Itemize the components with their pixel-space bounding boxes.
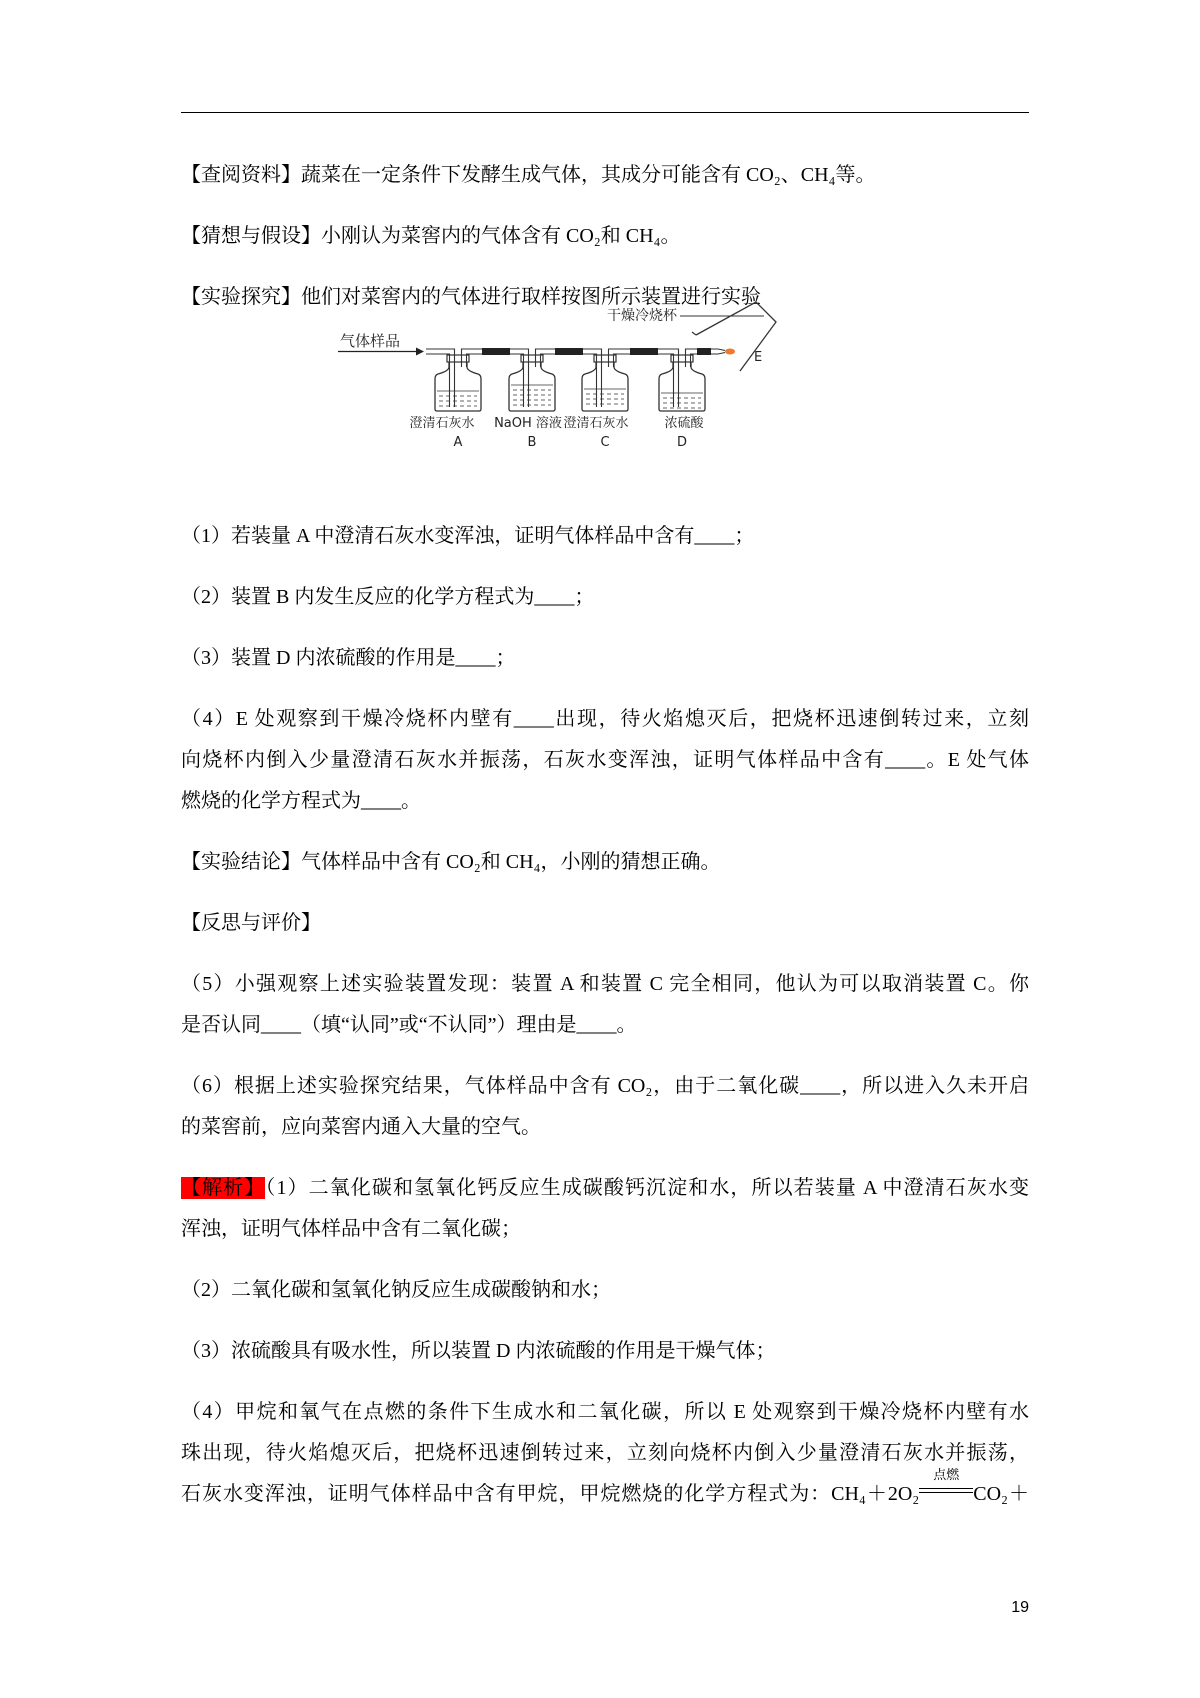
- rubber-connector: [697, 348, 711, 355]
- hypothesis-paragraph: [181, 216, 1029, 257]
- bottle-d: [659, 355, 705, 411]
- reference-paragraph: [181, 155, 1029, 196]
- analysis-equation-line: [181, 1466, 1029, 1515]
- analysis-line: 浑浊，证明气体样品中含有二氧化碳；: [181, 1217, 521, 1240]
- page-number: 19: [1011, 1599, 1029, 1616]
- rubber-connector: [555, 348, 583, 355]
- question-line: 是否认同____（填“认同”或“不认同”）理由是____。: [181, 1013, 637, 1036]
- experiment-text: 【实验探究】他们对菜窖内的气体进行取样按图所示装置进行实验: [181, 286, 761, 308]
- rubber-connector: [482, 348, 510, 355]
- question-5: [181, 964, 1029, 1046]
- question-line: （5）小强观察上述实验装置发现：装置 A 和装置 C 完全相同，他认为可以取消装置 C。你: [181, 972, 1029, 995]
- inlet-arrowhead: [416, 347, 424, 355]
- liquid-naoh: [511, 385, 553, 405]
- question-2: [181, 577, 1029, 618]
- analysis-line: （4）甲烷和氧气在点燃的条件下生成水和二氧化碳，所以 E 处观察到干燥冷烧杯内壁有水: [181, 1400, 1029, 1423]
- liquid-lime-water: [584, 389, 626, 404]
- gas-sample-label: 气体样品: [340, 331, 401, 350]
- bottle-c-letter: C: [600, 434, 610, 450]
- bottle-d-letter: D: [676, 434, 688, 450]
- bottle-outline: [509, 362, 555, 411]
- stopper: [447, 355, 469, 362]
- stopper: [671, 355, 693, 362]
- liquid-sulfuric-acid: [661, 393, 703, 408]
- stopper: [521, 355, 543, 362]
- bottle-outline: [659, 362, 705, 411]
- apparatus-diagram: [330, 299, 840, 496]
- liquid-lime-water: [437, 391, 479, 406]
- analysis-2: [181, 1270, 1029, 1311]
- analysis-line: （3）浓硫酸具有吸水性，所以装置 D 内浓硫酸的作用是干燥气体；: [181, 1339, 776, 1362]
- flame-icon: [725, 348, 735, 354]
- beaker-letter: E: [754, 349, 763, 365]
- question-text: （3）装置 D 内浓硫酸的作用是____；: [181, 646, 516, 669]
- bottle-b: [509, 355, 555, 411]
- header-rule: [181, 112, 1029, 113]
- question-text: （2）装置 B 内发生反应的化学方程式为____；: [181, 585, 595, 608]
- analysis-1: [181, 1168, 1029, 1250]
- stopper: [594, 355, 616, 362]
- reaction-condition: 点燃: [933, 1466, 960, 1482]
- equation-lead: 石灰水变浑浊，证明气体样品中含有甲烷，甲烷燃烧的化学方程式为：CH₄＋2O₂: [181, 1482, 920, 1505]
- conclusion-paragraph: [181, 842, 1029, 883]
- tube-c-to-d: [609, 349, 679, 407]
- question-3: [181, 638, 1029, 679]
- experiment-paragraph: [181, 277, 1029, 318]
- beaker-label: 干燥冷烧杯: [607, 307, 677, 324]
- analysis-3: [181, 1331, 1029, 1372]
- conclusion-text: 【实验结论】气体样品中含有 CO₂和 CH₄，小刚的猜想正确。: [181, 850, 721, 873]
- question-6: [181, 1066, 1029, 1148]
- bottle-c: [582, 355, 628, 411]
- apparatus-figure: [330, 299, 840, 496]
- tube-b-to-c: [536, 349, 602, 407]
- tube-a-to-b: [467, 354, 524, 407]
- analysis-line: （2）二氧化碳和氢氧化钠反应生成碳酸钠和水；: [181, 1278, 611, 1301]
- tube-a-to-b: [462, 349, 529, 407]
- bottle-c-reagent: 澄清石灰水: [563, 415, 629, 431]
- bottle-a-reagent: 澄清石灰水: [409, 415, 475, 431]
- question-text: （1）若装量 A 中澄清石灰水变浑浊，证明气体样品中含有____；: [181, 524, 755, 547]
- bottle-b-reagent: NaOH 溶液: [494, 415, 562, 431]
- bottle-outline: [435, 362, 481, 411]
- question-line: 的菜窖前，应向菜窖内通入大量的空气。: [181, 1115, 541, 1138]
- question-4: [181, 699, 1029, 822]
- bottle-b-letter: B: [527, 434, 537, 450]
- equation-tail: CO₂＋: [973, 1482, 1029, 1505]
- question-line: （4）E 处观察到干燥冷烧杯内壁有____出现，待火焰熄灭后，把烧杯迅速倒转过来，立刻: [181, 707, 1029, 730]
- bottle-a-letter: A: [453, 434, 463, 450]
- analysis-line: 珠出现，待火焰熄灭后，把烧杯迅速倒转过来，立刻向烧杯内倒入少量澄清石灰水并振荡，: [181, 1441, 1029, 1464]
- question-line: 燃烧的化学方程式为____。: [181, 789, 421, 812]
- analysis-4: [181, 1392, 1029, 1515]
- analysis-label: 【解析】: [181, 1176, 266, 1199]
- question-line: 向烧杯内倒入少量澄清石灰水并振荡，石灰水变浑浊，证明气体样品中含有____。E 处气体: [181, 748, 1029, 771]
- bottle-a: [435, 355, 481, 411]
- reflection-heading-paragraph: [181, 903, 1029, 944]
- tube-inlet-a: [426, 354, 450, 407]
- reaction-sign: [919, 1466, 973, 1503]
- question-line: （6）根据上述实验探究结果，气体样品中含有 CO₂，由于二氧化碳____，所以进入久未开启: [181, 1074, 1029, 1097]
- bottle-d-reagent: 浓硫酸: [664, 415, 704, 431]
- hypothesis-text: 【猜想与假设】小刚认为菜窖内的气体含有 CO₂和 CH₄。: [181, 225, 681, 247]
- beaker-rim: [692, 332, 696, 335]
- question-1: [181, 516, 1029, 557]
- double-line-top: [919, 1488, 973, 1489]
- analysis-text: （1）二氧化碳和氢氧化钙反应生成碳酸钙沉淀和水，所以若装量 A 中澄清石灰水变: [265, 1176, 1029, 1199]
- analysis-line: [181, 1168, 1029, 1209]
- reference-text: 【查阅资料】蔬菜在一定条件下发酵生成气体，其成分可能含有 CO₂、CH₄等。: [181, 164, 876, 186]
- reflection-heading: 【反思与评价】: [181, 911, 321, 934]
- double-line-bottom: [919, 1492, 973, 1493]
- rubber-connector: [630, 348, 658, 355]
- page-body: [181, 155, 1029, 1535]
